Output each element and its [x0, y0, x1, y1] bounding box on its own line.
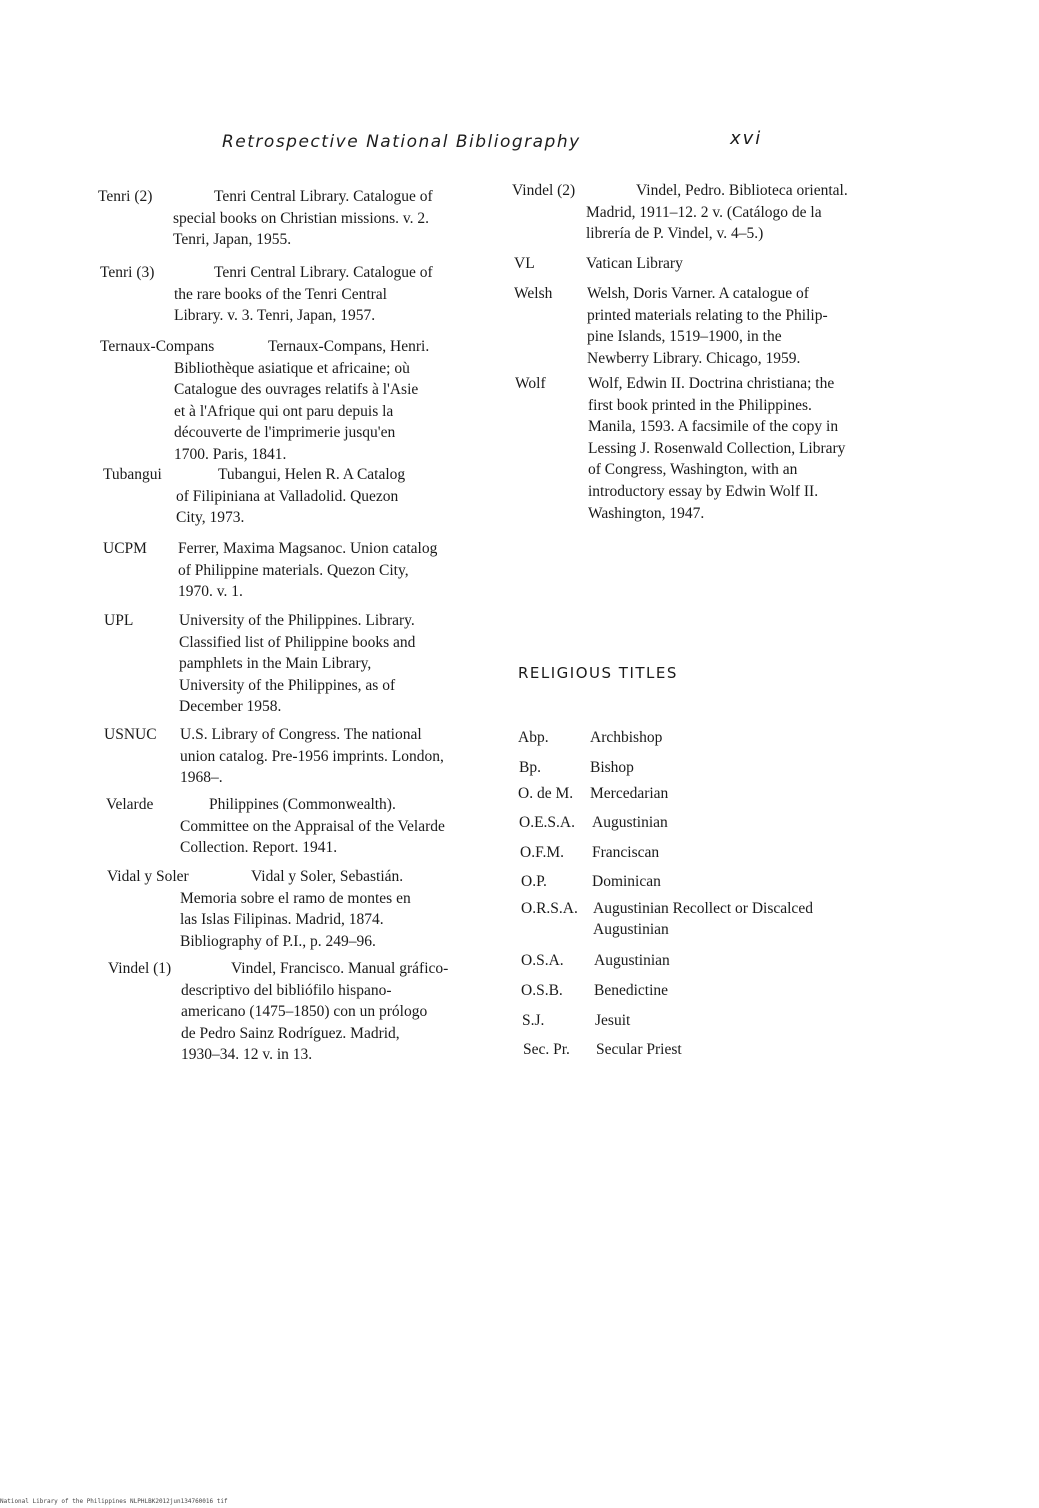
religious-title-abbreviation: O.P. [521, 873, 547, 890]
entry-line: de Pedro Sainz Rodríguez. Madrid, [181, 1024, 400, 1042]
religious-title-abbreviation: O.R.S.A. [521, 900, 578, 917]
entry-line: Washington, 1947. [588, 504, 705, 522]
footer-source-line: National Library of the Philippines NLPHLBK2012jun134760016 tif [0, 1498, 228, 1505]
entry-line: Wolf, Edwin II. Doctrina christiana; the [588, 375, 835, 392]
entry-line: University of the Philippines. Library. [179, 612, 415, 629]
entry-line: Classified list of Philippine books and [179, 633, 416, 651]
entry-description [106, 794, 445, 859]
bibliography-entry [108, 958, 448, 1066]
religious-title-abbreviation: O. de M. [518, 785, 574, 802]
bibliography-entry [104, 610, 415, 718]
entry-line: pamphlets in the Main Library, [179, 655, 372, 673]
entry-abbreviation: Vidal y Soler [107, 868, 189, 885]
entry-line: University of the Philippines, as of [179, 676, 396, 694]
bibliography-entry [98, 186, 433, 251]
religious-title-name: Franciscan [592, 844, 660, 861]
entry-line: printed materials relating to the Philip- [587, 306, 828, 324]
entry-line: 1930–34. 12 v. in 13. [181, 1046, 313, 1064]
bibliography-entry [512, 180, 848, 245]
entry-abbreviation: Wolf [515, 375, 546, 392]
entry-line: Committee on the Appraisal of the Velarde [180, 817, 445, 835]
entry-line: Tenri Central Library. Catalogue of [214, 264, 433, 281]
religious-title-name: Jesuit [595, 1012, 631, 1029]
entry-line: the rare books of the Tenri Central [174, 285, 387, 303]
religious-title-name: Augustinian Recollect or Discalced [593, 900, 813, 917]
entry-line: et à l'Afrique qui ont paru depuis la [174, 402, 394, 420]
page-number: xvi [730, 128, 763, 149]
religious-title-abbreviation: Sec. Pr. [523, 1041, 570, 1058]
entry-line: Tenri, Japan, 1955. [173, 231, 292, 249]
religious-title-name: Bishop [590, 759, 634, 776]
entry-abbreviation: UCPM [103, 540, 147, 557]
entry-abbreviation: VL [514, 255, 535, 272]
entry-line: Memoria sobre el ramo de montes en [180, 889, 411, 907]
entry-line: pine Islands, 1519–1900, in the [587, 328, 782, 346]
entry-abbreviation: Tubangui [103, 466, 162, 483]
bibliography-entry [515, 373, 845, 524]
entry-line: americano (1475–1850) con un prólogo [181, 1003, 428, 1021]
entry-line: librería de P. Vindel, v. 4–5.) [586, 225, 764, 243]
religious-title-abbreviation: S.J. [522, 1012, 545, 1029]
religious-title-abbreviation: O.F.M. [520, 844, 564, 861]
entry-line: Ferrer, Maxima Magsanoc. Union catalog [178, 540, 438, 557]
religious-title-abbreviation: Abp. [518, 729, 549, 746]
entry-abbreviation: Vindel (2) [512, 182, 576, 199]
entry-line: Vindel, Francisco. Manual gráfico- [231, 960, 449, 977]
religious-title-name-continued: Augustinian [593, 921, 669, 938]
entry-line: las Islas Filipinas. Madrid, 1874. [180, 911, 384, 929]
entry-description [514, 283, 828, 369]
entry-line: Newberry Library. Chicago, 1959. [587, 349, 801, 367]
entry-line: 1968–. [180, 769, 223, 787]
religious-title-name: Mercedarian [590, 785, 669, 802]
entry-description [515, 373, 845, 524]
running-title: Retrospective National Bibliography [222, 132, 581, 152]
bibliography-entry [514, 253, 683, 275]
entry-line: December 1958. [179, 698, 282, 716]
entry-line: U.S. Library of Congress. The national [180, 726, 422, 743]
entry-description [514, 253, 683, 275]
entry-abbreviation: Ternaux-Compans [100, 338, 215, 355]
entry-line: Bibliothèque asiatique et africaine; où [174, 359, 410, 377]
religious-title-abbreviation: Bp. [519, 759, 541, 776]
entry-line: Tubangui, Helen R. A Catalog [218, 466, 406, 483]
entry-abbreviation: USNUC [104, 726, 157, 743]
entry-line: Vindel, Pedro. Biblioteca oriental. [636, 182, 848, 199]
entry-line: descriptivo del bibliófilo hispano- [181, 981, 392, 999]
religious-title-name: Augustinian [594, 952, 670, 969]
entry-abbreviation: UPL [104, 612, 134, 629]
entry-line: Vatican Library [586, 255, 683, 272]
bibliography-entry [514, 283, 828, 369]
entry-abbreviation: Velarde [106, 796, 154, 813]
entry-abbreviation: Tenri (3) [100, 264, 155, 281]
religious-title-name: Archbishop [590, 729, 663, 746]
entry-line: of Congress, Washington, with an [588, 461, 798, 479]
entry-line: first book printed in the Philippines. [588, 396, 812, 414]
bibliography-entry [107, 866, 411, 952]
bibliography-entry [103, 538, 437, 603]
entry-description [104, 610, 415, 718]
religious-title-name: Dominican [592, 873, 661, 890]
religious-title-name: Secular Priest [596, 1041, 682, 1058]
entry-line: Bibliography of P.I., p. 249–96. [180, 932, 376, 950]
entry-line: Library. v. 3. Tenri, Japan, 1957. [174, 307, 376, 325]
entry-line: 1700. Paris, 1841. [174, 445, 287, 463]
entry-description [103, 538, 437, 603]
entry-line: découverte de l'imprimerie jusqu'en [174, 424, 396, 442]
entry-line: Lessing J. Rosenwald Collection, Library [588, 439, 846, 457]
bibliography-entry [100, 262, 433, 327]
bibliography-entry [100, 336, 429, 466]
entry-line: Madrid, 1911–12. 2 v. (Catálogo de la [586, 203, 822, 221]
entry-line: Collection. Report. 1941. [180, 839, 338, 857]
entry-abbreviation: Tenri (2) [98, 188, 153, 205]
religious-title-abbreviation: O.S.B. [521, 982, 563, 999]
entry-line: special books on Christian missions. v. 2. [173, 209, 430, 227]
entry-line: Vidal y Soler, Sebastián. [251, 868, 404, 885]
entry-line: Ternaux-Compans, Henri. [268, 338, 430, 355]
entry-line: union catalog. Pre-1956 imprints. London, [180, 747, 444, 765]
entry-line: Tenri Central Library. Catalogue of [214, 188, 433, 205]
religious-title-abbreviation: O.E.S.A. [519, 814, 575, 831]
religious-title-name: Benedictine [594, 982, 669, 999]
entry-abbreviation: Vindel (1) [108, 960, 172, 977]
entry-line: Manila, 1593. A facsimile of the copy in [588, 418, 839, 436]
bibliography-entry [103, 464, 405, 529]
entry-line: Welsh, Doris Varner. A catalogue of [587, 285, 809, 302]
entry-line: City, 1973. [176, 509, 245, 527]
entry-line: of Philippine materials. Quezon City, [178, 561, 409, 579]
entry-line: introductory essay by Edwin Wolf II. [588, 482, 819, 500]
entry-abbreviation: Welsh [514, 285, 553, 302]
bibliography-entry [104, 724, 444, 789]
religious-title-abbreviation: O.S.A. [521, 952, 564, 969]
religious-title-name: Augustinian [592, 814, 668, 831]
bibliography-entry [106, 794, 445, 859]
entry-line: of Filipiniana at Valladolid. Quezon [176, 487, 399, 505]
entry-line: Philippines (Commonwealth). [209, 796, 396, 813]
entry-line: 1970. v. 1. [178, 583, 243, 601]
entry-line: Catalogue des ouvrages relatifs à l'Asie [174, 381, 419, 399]
religious-titles-heading: RELIGIOUS TITLES [518, 664, 678, 682]
